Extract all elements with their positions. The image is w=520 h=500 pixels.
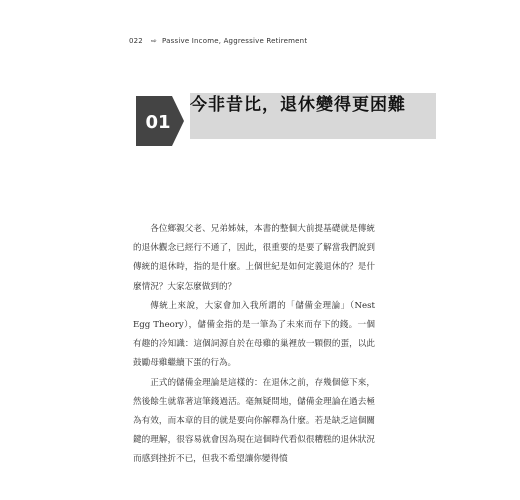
page-number: 022 <box>129 37 143 45</box>
book-title: Passive Income, Aggressive Retirement <box>162 37 308 45</box>
paragraph-2: 傳統上來說，大家會加入我所謂的「儲備金理論」（Nest Egg Theory），儲備金指的是一筆為了未來而存下的錢。一個有趣的冷知識：這個詞源自於在母雞的巢裡放一顆假的蛋，以此鼓勵母雞繼續下蛋的行為。 <box>133 300 375 369</box>
chapter-number: 01 <box>145 112 171 133</box>
arrow-icon: ⇨ <box>150 37 158 45</box>
running-header <box>129 37 307 45</box>
chapter-title: 今非昔比，退休變得更困難 <box>190 95 406 115</box>
body-text <box>133 220 375 470</box>
paragraph-1: 各位鄉親父老、兄弟姊妹，本書的整個大前提基礎就是傳統的退休觀念已經行不通了，因此，很重要的是要了解當我們說到傳統的退休時，指的是什麼。上個世紀是如何定義退休的？是什麼情況？大家怎麼做到的？ <box>133 224 375 292</box>
paragraph-3: 正式的儲備金理論是這樣的：在退休之前，存幾個億下來，然後餘生就靠著這筆錢過活。毫無疑問地，儲備金理論在過去極為有效，而本章的目的就是要向你解釋為什麼。若是缺乏這個關鍵的理解，很容易就會因為現在這個時代看似很糟糕的退休狀況而感到挫折不已，但我不希望讓你變得憤 <box>133 377 375 465</box>
